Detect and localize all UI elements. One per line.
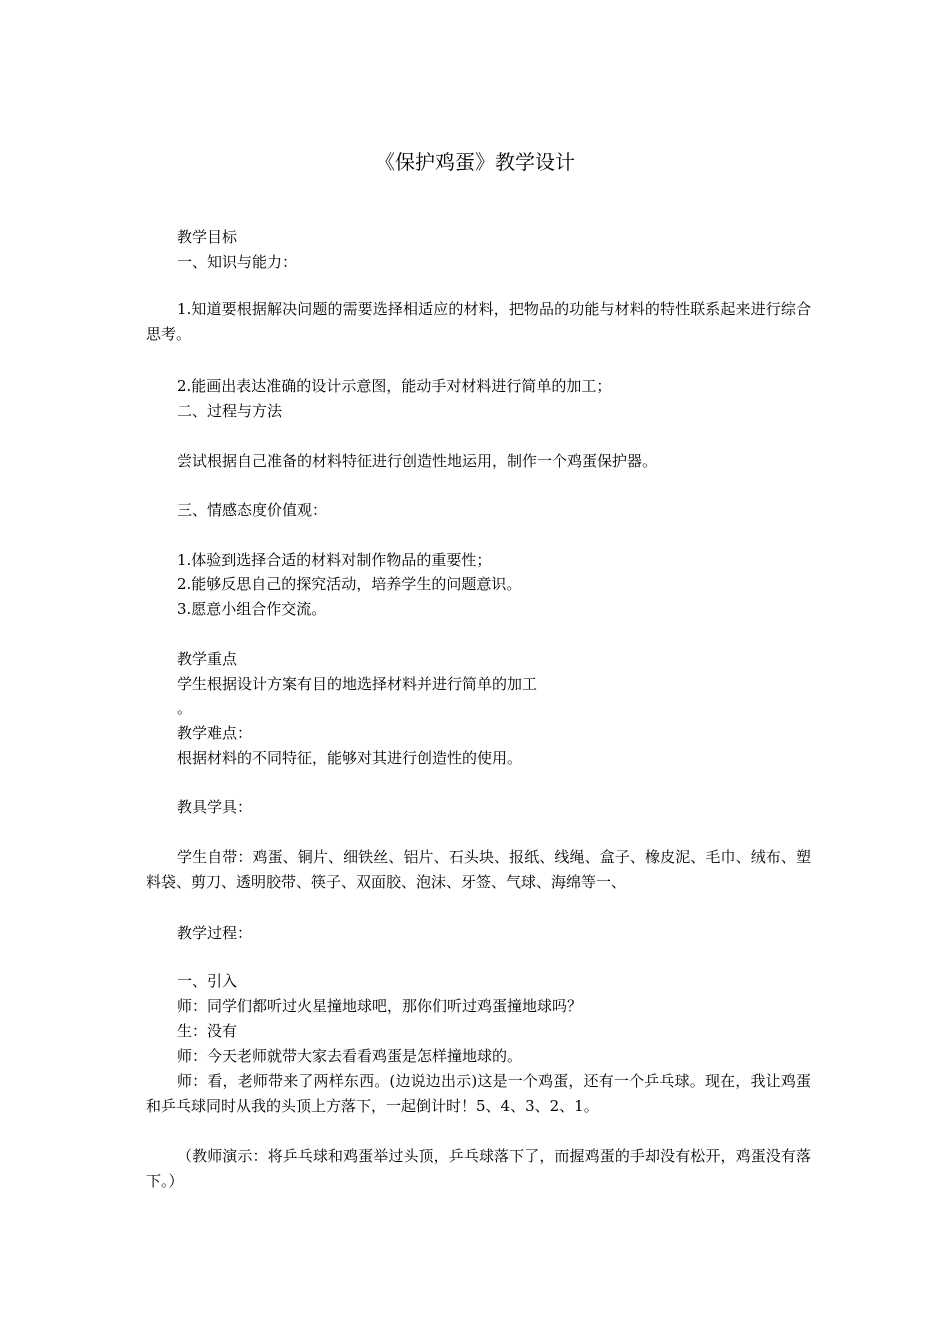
dialog-line-4: 师：看，老师带来了两样东西。(边说边出示)这是一个鸡蛋，还有一个乒乓球。现在，我让鸡蛋和乒乓球同时从我的头顶上方落下，一起倒计时！5、4、3、2、1。 — [146, 1072, 811, 1115]
attitude-heading: 三、情感态度价值观： — [177, 501, 328, 519]
process-heading: 二、过程与方法 — [177, 402, 283, 420]
attitude-item-3: 3.愿意小组合作交流。 — [177, 600, 327, 618]
difficulty-text: 根据材料的不同特征，能够对其进行创造性的使用。 — [177, 749, 523, 767]
knowledge-heading: 一、知识与能力： — [177, 253, 298, 271]
knowledge-item-1: 1.知道要根据解决问题的需要选择相适应的材料，把物品的功能与材料的特性联系起来进行综合思考。 — [146, 300, 811, 343]
tools-text: 学生自带：鸡蛋、铜片、细铁丝、铝片、石头块、报纸、线绳、盒子、橡皮泥、毛巾、绒布、塑料袋、剪刀、透明胶带、筷子、双面胶、泡沫、牙签、气球、海绵等一、 — [146, 848, 811, 891]
attitude-item-1: 1.体验到选择合适的材料对制作物品的重要性； — [177, 551, 492, 569]
teaching-heading: 教学过程： — [177, 924, 253, 942]
document-title: 《保护鸡蛋》教学设计 — [375, 150, 575, 174]
intro-heading: 一、引入 — [177, 972, 238, 990]
attitude-item-2: 2.能够反思自己的探究活动，培养学生的问题意识。 — [177, 575, 522, 593]
process-text: 尝试根据自己准备的材料特征进行创造性地运用，制作一个鸡蛋保护器。 — [177, 452, 658, 470]
difficulty-heading: 教学难点： — [177, 724, 253, 742]
key-text: 学生根据设计方案有目的地选择材料并进行简单的加工 — [177, 675, 538, 693]
key-text-end: 。 — [177, 699, 193, 717]
dialog-line-1: 师：同学们都听过火星撞地球吧，那你们听过鸡蛋撞地球吗？ — [177, 997, 583, 1015]
tools-heading: 教具学具： — [177, 798, 253, 816]
dialog-line-2: 生：没有 — [177, 1022, 238, 1040]
knowledge-item-2: 2.能画出表达准确的设计示意图，能动手对材料进行简单的加工； — [177, 377, 612, 395]
dialog-line-3: 师：今天老师就带大家去看看鸡蛋是怎样撞地球的。 — [177, 1047, 523, 1065]
goal-heading: 教学目标 — [177, 228, 238, 246]
demo-note: （教师演示：将乒乓球和鸡蛋举过头顶，乒乓球落下了，而握鸡蛋的手却没有松开，鸡蛋没有落下。） — [146, 1147, 811, 1190]
key-heading: 教学重点 — [177, 650, 238, 668]
